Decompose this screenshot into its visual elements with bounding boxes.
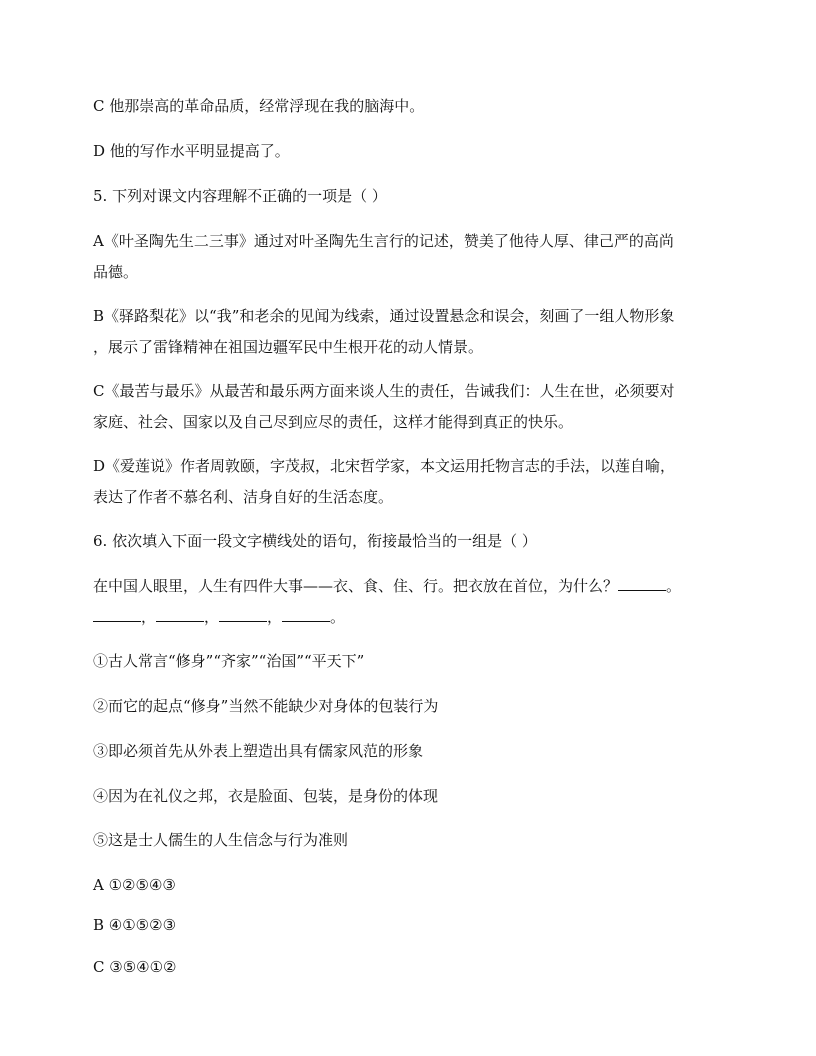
answer-option-b: B ④①⑤②③ — [93, 916, 177, 934]
comma: ， — [267, 608, 283, 626]
option-a-q5-line1: A《叶圣陶先生二三事》通过对叶圣陶先生言行的记述，赞美了他待人厚、律己严的高尚 — [93, 232, 674, 250]
period: 。 — [330, 608, 346, 626]
option-d-q5-line1: D《爱莲说》作者周敦颐，字茂叔，北宋哲学家，本文运用托物言志的手法，以莲自喻， — [93, 457, 676, 475]
answer-option-a: A ①②⑤④③ — [93, 876, 176, 894]
blank-4[interactable] — [219, 607, 267, 622]
sentence-5: ⑤这是士人儒生的人生信念与行为准则 — [93, 831, 349, 849]
option-b-q5-line1: B《驿路梨花》以“我”和老余的见闻为线索，通过设置悬念和误会，刻画了一组人物形象 — [93, 307, 675, 325]
comma: ， — [141, 608, 157, 626]
blank-1[interactable] — [618, 576, 666, 591]
comma: ， — [204, 608, 220, 626]
option-d-q4: D 他的写作水平明显提高了。 — [93, 142, 290, 160]
passage-line2 — [93, 607, 733, 627]
blank-5[interactable] — [282, 607, 330, 622]
option-b-q5-line2: ，展示了雷锋精神在祖国边疆军民中生根开花的动人情景。 — [93, 338, 484, 356]
option-c-q5-line2: 家庭、社会、国家以及自己尽到应尽的责任，这样才能得到真正的快乐。 — [93, 413, 574, 431]
passage-line1 — [93, 576, 733, 596]
option-c-q4: C 他那崇高的革命品质，经常浮现在我的脑海中。 — [93, 97, 425, 115]
sentence-2: ②而它的起点“修身”当然不能缺少对身体的包装行为 — [93, 697, 439, 715]
option-c-q5-line1: C《最苦与最乐》从最苦和最乐两方面来谈人生的责任，告诫我们：人生在世，必须要对 — [93, 382, 675, 400]
option-d-q5-line2: 表达了作者不慕名利、洁身自好的生活态度。 — [93, 488, 394, 506]
answer-option-c: C ③⑤④①② — [93, 958, 177, 976]
passage-text: 在中国人眼里，人生有四件大事——衣、食、住、行。把衣放在首位，为什么？ — [93, 577, 619, 595]
blank-3[interactable] — [156, 607, 204, 622]
sentence-3: ③即必须首先从外表上塑造出具有儒家风范的形象 — [93, 742, 424, 760]
sentence-1: ①古人常言“修身”“齐家”“治国”“平天下” — [93, 652, 365, 670]
blank-2[interactable] — [93, 607, 141, 622]
question-5-stem: 5. 下列对课文内容理解不正确的一项是（ ） — [93, 187, 387, 205]
period: 。 — [666, 577, 682, 595]
question-6-stem: 6. 依次填入下面一段文字横线处的语句，衔接最恰当的一组是（ ） — [93, 532, 537, 550]
sentence-4: ④因为在礼仪之邦，衣是脸面、包装，是身份的体现 — [93, 787, 439, 805]
option-a-q5-line2: 品德。 — [93, 263, 139, 281]
